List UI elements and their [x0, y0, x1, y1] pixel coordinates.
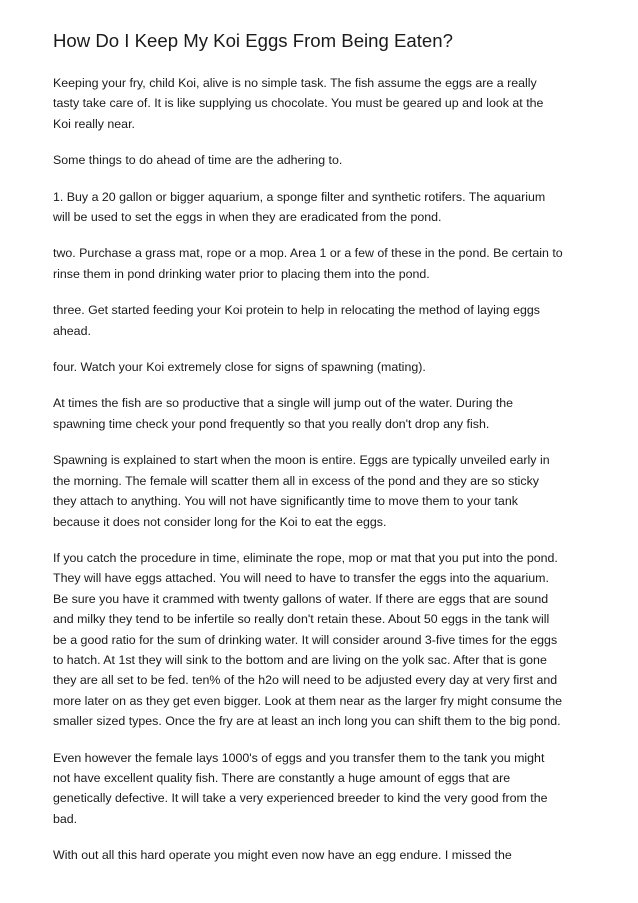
- paragraph-spawning: Spawning is explained to start when the moon is entire. Eggs are typically unveiled early in the morning. The female will scatter them all in excess of the pond and they are so sticky they attach to anything. You will not have significantly time to move them to your tank because it does not consider long for the Koi to eat the eggs.: [53, 453, 550, 529]
- document-page: [53, 27, 618, 882]
- document-title: How Do I Keep My Koi Eggs From Being Eaten?: [53, 30, 453, 51]
- paragraph-jumping-fish: At times the fish are so productive that a single will jump out of the water. During the spawning time check your pond frequently so that you really don't drop any fish.: [53, 396, 514, 431]
- paragraph-step-4: four. Watch your Koi extremely close for signs of spawning (mating).: [53, 360, 426, 375]
- paragraph-intro: Keeping your fry, child Koi, alive is no simple task. The fish assume the eggs are a really tasty take care of. It is like supplying us chocolate. You must be geared up and look at the Koi really near.: [53, 76, 544, 131]
- paragraph-step-2: two. Purchase a grass mat, rope or a mop. Area 1 or a few of these in the pond. Be certain to rinse them in pond drinking water prior to placing them into the pond.: [53, 246, 563, 281]
- paragraph-transfer-eggs: If you catch the procedure in time, eliminate the rope, mop or mat that you put into the pond. They will have eggs attached. You will need to have to transfer the eggs into the aquarium. Be sure you have it crammed with twenty gallons of water. If there are eggs that are sound and milky they tend to be infertile so really don't retain these. About 50 eggs in the tank will be a good ratio for the sum of drinking water. It will consider around 3-five times for the eggs to hatch. At 1st they will sink to the bottom and are living on the yolk sac. After that is gone they are all set to be fed. ten% of the h2o will need to be adjusted every day at very first and more later on as they get even bigger. Look at them near as the larger fry might consume the smaller sized types. Once the fry are at least an inch long you can shift them to the big pond.: [53, 550, 562, 729]
- paragraph-preparation: Some things to do ahead of time are the adhering to.: [53, 153, 343, 168]
- paragraph-quality: Even however the female lays 1000's of eggs and you transfer them to the tank you might not have excellent quality fish. There are constantly a huge amount of eggs that are genetically defective. It will take a very experienced breeder to kind the very good from the bad.: [53, 750, 548, 826]
- paragraph-closing: With out all this hard operate you might even now have an egg endure. I missed the: [53, 848, 512, 863]
- paragraph-step-1: 1. Buy a 20 gallon or bigger aquarium, a sponge filter and synthetic rotifers. The aquarium will be used to set the eggs in when they are eradicated from the pond.: [53, 189, 546, 225]
- paragraph-step-3: three. Get started feeding your Koi protein to help in relocating the method of laying eggs ahead.: [53, 303, 540, 338]
